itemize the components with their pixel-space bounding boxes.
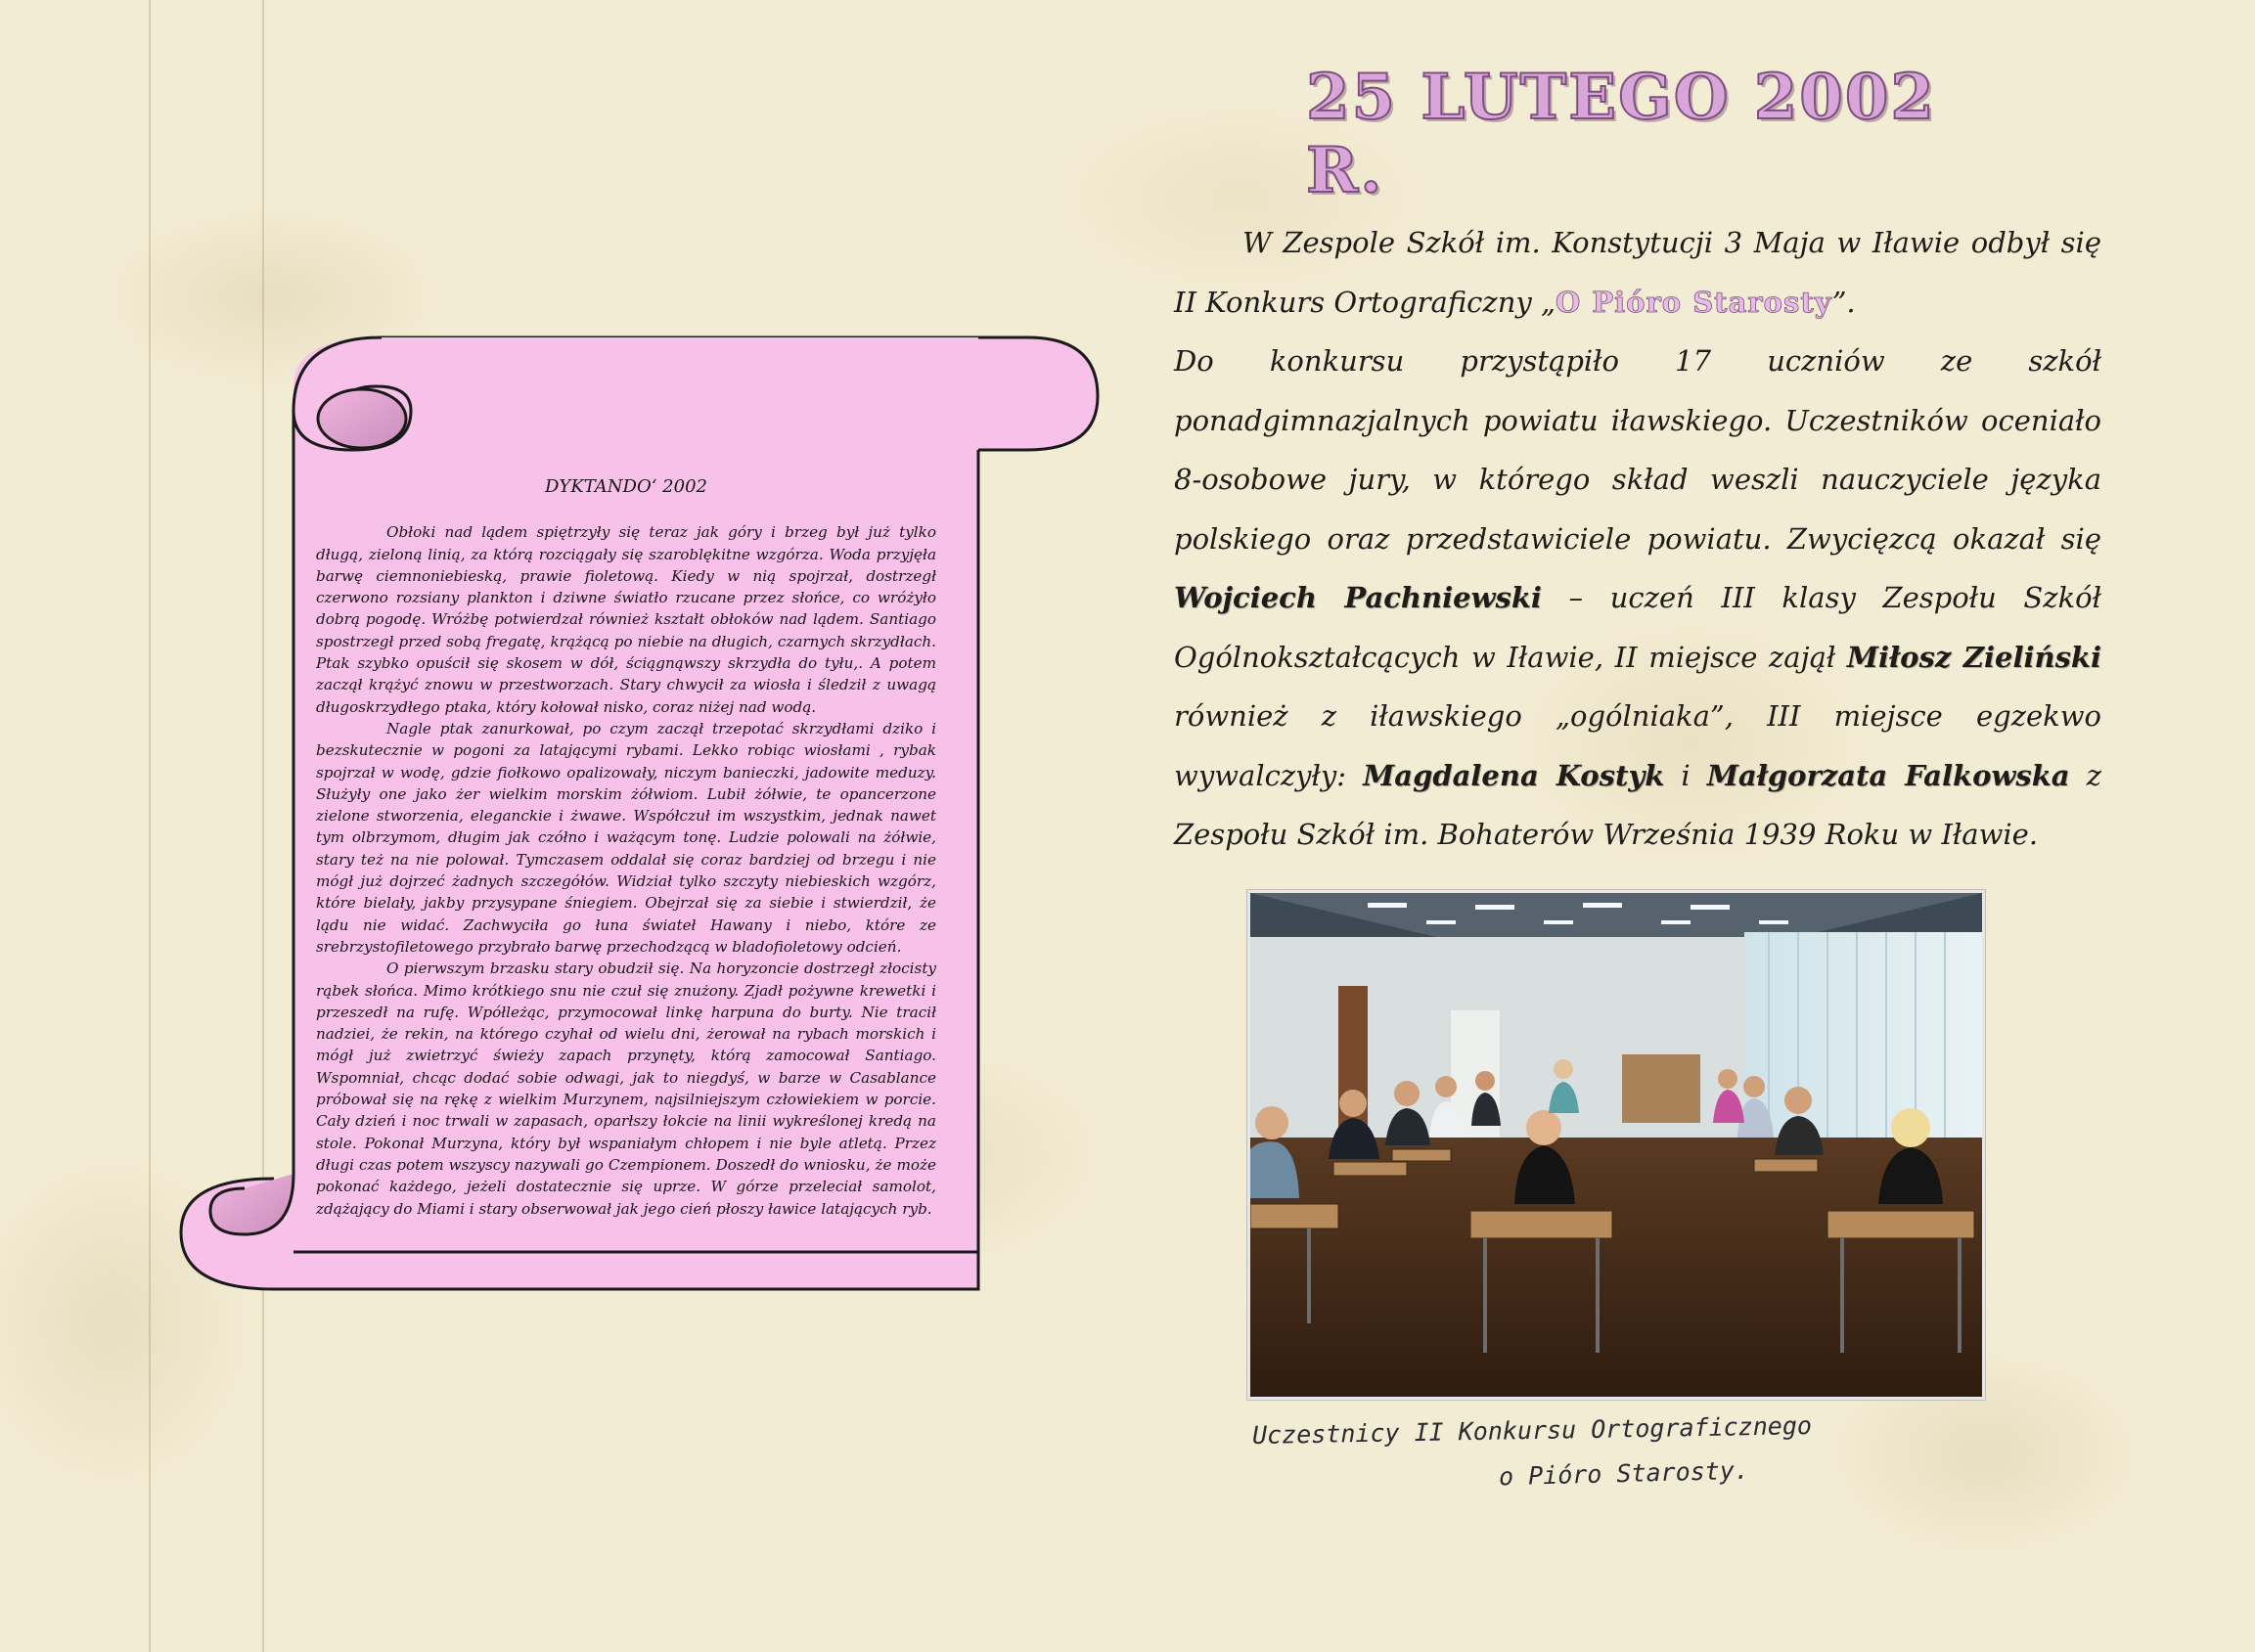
page-title: 25 LUTEGO 2002 R. — [1306, 61, 1936, 207]
article-text-segment: i — [1664, 758, 1707, 792]
dictation-text — [316, 476, 936, 1220]
contest-name: O Pióro Starosty — [1556, 285, 1832, 319]
classroom-photo — [1247, 890, 1985, 1400]
photo-caption-line2: o Pióro Starosty. — [1498, 1455, 1750, 1492]
article-text-segment: ”. — [1831, 285, 1856, 319]
winner-first-place: Wojciech Pachniewski — [1174, 581, 1542, 614]
photo-caption — [1252, 1408, 1976, 1526]
article-text-segment: W Zespole Szkół im. Konstytucji 3 Maja w Iławie odbył się II Konkurs Ortograficzny „ — [1174, 226, 2101, 319]
scroll-top-curl-inner — [318, 389, 406, 448]
article-text-segment: również z iławskiego „ogólniaka”, III miejsce egzekwo wywalczyły: — [1174, 699, 2101, 792]
classroom-photo-image — [1250, 893, 1982, 1397]
photo-caption-line1: Uczestnicy II Konkursu Ortograficznego — [1251, 1411, 1813, 1450]
dictation-title: DYKTANDO‘ 2002 — [545, 476, 707, 497]
article-text-segment: – uczeń III klasy Zespołu Szkół Ogólnokształcących w Iławie, II miejsce zajął — [1174, 581, 2102, 674]
article-text-segment: z Zespołu Szkół im. Bohaterów Września 1939 Roku w Iławie. — [1174, 758, 2101, 851]
winner-third-place-a: Magdalena Kostyk — [1363, 758, 1665, 792]
article-text-segment: Do konkursu przystąpiło 17 uczniów ze szkół ponadgimnazjalnych powiatu iławskiego. Uczestników oceniało 8-osobowe jury, w którego skład weszli nauczyciele języka polskiego oraz przedstawiciele powiatu. Zwycięzcą okazał się — [1174, 344, 2101, 556]
dictation-paragraph: Nagle ptak zanurkował, po czym zaczął trzepotać skrzydłami dziko i bezskutecznie w pogoni za latającymi rybami. Lekko robiąc wiosłami , rybak spojrzał w wodę, gdzie fiołkowo opalizowały, niczym banieczki, jadowite meduzy. Służyły one jako żer wielkim morskim żółwiom. Lubił żółwie, te opancerzone zielone stworzenia, eleganckie i żwawe. Współczuł im wszystkim, jednak nawet tym olbrzymom, długim jak czółno i ważącym tonę. Ludzie polowali na żółwie, stary też na nie polował. Tymczasem oddalał się coraz bardziej od brzegu i nie mógł już dojrzeć żadnych szczegółów. Widział tylko szczyty niebieskich wzgórz, które bielały, jakby przysypane śniegiem. Obejrzał się za siebie i stwierdził, że lądu nie widać. Zachwyciła go łuna świateł Hawany i niebo, które ze srebrzystofiletowego przybrało barwę przechodzącą w bladofioletowy odcień. — [316, 719, 936, 956]
winner-third-place-b: Małgorzata Falkowska — [1706, 758, 2070, 792]
dictation-paragraph: Obłoki nad lądem spiętrzyły się teraz jak góry i brzeg był już tylko długą, zieloną linią, za którą rozciągały się szaroblękitne wzgórza. Woda przyjęła barwę ciemnoniebieską, prawie fioletową. Kiedy w nią spojrzał, dostrzegł czerwono rozsiany plankton i dziwne światło rzucane przez słońce, co wróżyło dobrą pogodę. Wróżbę potwierdzał również kształt obłoków nad lądem. Santiago spostrzegł przed sobą fregatę, krążącą po niebie na długich, czarnych skrzydłach. Ptak szybko opuścił się skosem w dół, ściągnąwszy skrzydła do tyłu,. A potem zaczął krążyć znowu w przestworzach. Stary chwycił za wiosła i śledził z uwagą długoskrzydłego ptaka, który kołował nisko, coraz niżej nad wodą. — [316, 523, 936, 716]
dictation-paragraph: O pierwszym brzasku stary obudził się. Na horyzoncie dostrzegł złocisty rąbek słońca. Mimo krótkiego snu nie czuł się znużony. Zjadł pożywne krewetki i przeszedł na rufę. Wpółleżąc, przymocował linkę harpuna do burty. Nie tracił nadziei, że rekin, na którego czyhał od wielu dni, żerował na rybach morskich i mógł już zwietrzyć świeży zapach przynęty, którą zamocował Santiago. Wspomniał, chcąc dodać sobie odwagi, jak to niegdyś, w barze w Casablance próbował się na rękę z wielkim Murzynem, najsilniejszym człowiekiem w porcie. Cały dzień i noc trwali w zapasach, oparłszy łokcie na linii wykreślonej kredą na stole. Pokonał Murzyna, który był wspaniałym chłopem i nie byle atletą. Przez długi czas potem wszyscy nazywali go Czempionem. Doszedł do wniosku, że może pokonać każdego, jeżeli dostatecznie się uprze. W górze przeleciał samolot, zdążający do Miami i stary obserwował jak jego cień płoszy ławice latających ryb. — [316, 960, 936, 1218]
winner-second-place: Miłosz Zieliński — [1846, 640, 2102, 674]
